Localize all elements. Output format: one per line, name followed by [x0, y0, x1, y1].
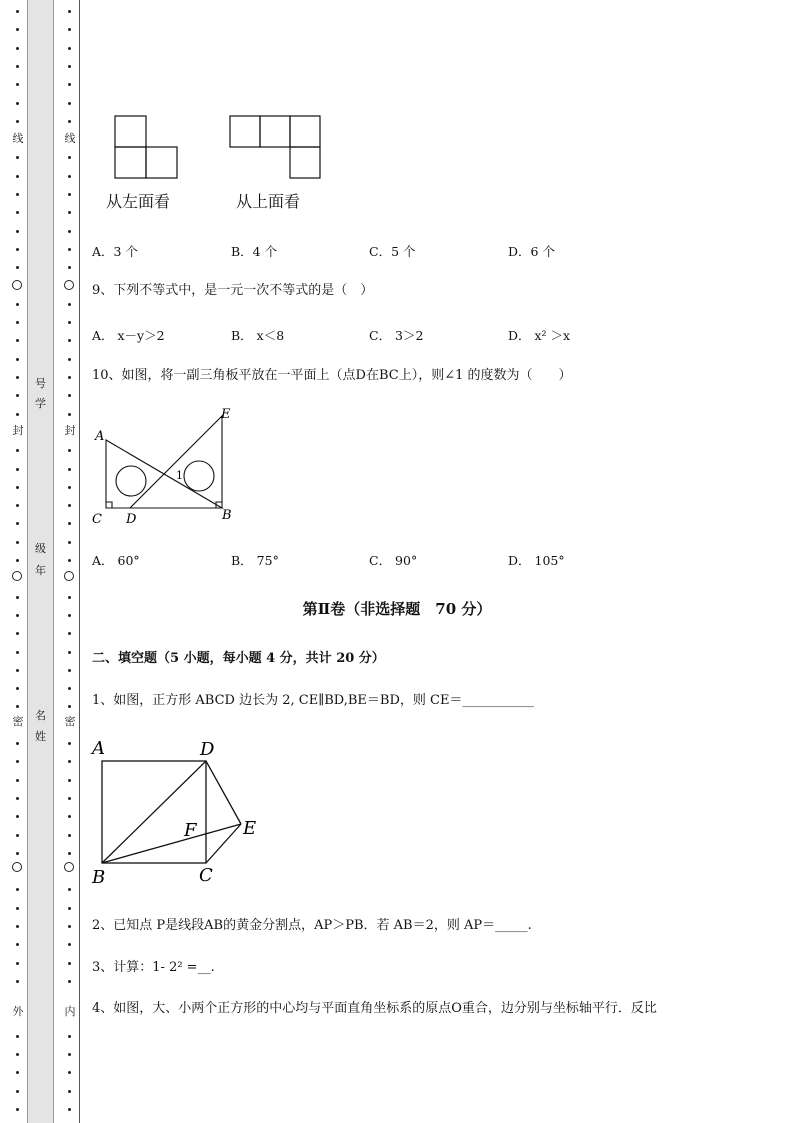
seal-dot: [16, 230, 19, 233]
q10-label-d: D: [126, 512, 137, 527]
seal-circle: [12, 571, 22, 581]
seal-dot: [16, 376, 19, 379]
seal-dot: [16, 1071, 19, 1074]
fill1-label-b: B: [92, 867, 106, 888]
seal-dot: [16, 705, 19, 708]
seal-dot: [68, 687, 71, 690]
student-id-label: 号: [35, 377, 46, 390]
seal-dot: [16, 486, 19, 489]
seal-dot: [16, 358, 19, 361]
q9-option-c[interactable]: C． 3＞2: [369, 328, 424, 343]
seal-dot: [68, 651, 71, 654]
seal-dot: [68, 193, 71, 196]
seal-dot: [68, 907, 71, 910]
seal-dot: [16, 651, 19, 654]
seal-dot: [68, 852, 71, 855]
seal-dot: [16, 852, 19, 855]
q10-stem: 10、如图，将一副三角板平放在一平面上（点D在BC上），则∠1 的度数为（ ）: [92, 368, 572, 383]
seal-dot: [68, 943, 71, 946]
seal-dot: [68, 230, 71, 233]
q9-option-d[interactable]: D． x² ＞x: [508, 328, 571, 343]
seal-dot: [68, 486, 71, 489]
seal-dot: [68, 339, 71, 342]
fill1-label-e: E: [243, 818, 257, 839]
q10-angle-label: 1: [176, 469, 183, 482]
seal-circle: [12, 280, 22, 290]
seal-dot: [68, 705, 71, 708]
seal-dot: [68, 413, 71, 416]
q10-label-b: B: [222, 508, 232, 523]
set-squares-figure: [88, 402, 248, 532]
student-info-strip: [27, 0, 54, 1123]
seal-dot: [16, 669, 19, 672]
seal-dot: [16, 541, 19, 544]
q8-option-a[interactable]: A．3 个: [92, 244, 138, 259]
seal-dot: [68, 47, 71, 50]
seal-dot: [16, 47, 19, 50]
seal-dot: [68, 1035, 71, 1038]
seal-dot: [16, 449, 19, 452]
seal-dot: [16, 1108, 19, 1111]
fill1-label-a: A: [92, 738, 105, 759]
seal-dot: [16, 980, 19, 983]
margin-divider: [79, 0, 80, 1123]
seal-mark: 封: [62, 425, 78, 437]
seal-dot: [68, 10, 71, 13]
seal-dot: [68, 1071, 71, 1074]
student-id-label: 学: [35, 397, 46, 410]
seal-dot: [68, 541, 71, 544]
fill2-stem: 2、已知点 P是线段AB的黄金分割点，AP＞PB．若 AB＝2，则 AP＝_____.: [92, 918, 532, 933]
fill1-label-f: F: [184, 820, 197, 841]
seal-dot: [68, 962, 71, 965]
seal-mark: 内: [62, 1006, 78, 1018]
q8-option-c[interactable]: C．5 个: [369, 244, 416, 259]
seal-dot: [16, 834, 19, 837]
seal-dot: [16, 339, 19, 342]
seal-dot: [16, 943, 19, 946]
seal-dot: [16, 65, 19, 68]
grade-label: 年: [35, 564, 46, 577]
seal-dot: [16, 120, 19, 123]
q10-option-a[interactable]: A． 60°: [92, 553, 140, 568]
square-abcd-figure: [88, 735, 268, 890]
seal-circle: [64, 571, 74, 581]
seal-dot: [16, 779, 19, 782]
seal-dot: [16, 303, 19, 306]
seal-mark: 线: [10, 133, 26, 145]
q10-option-d[interactable]: D． 105°: [508, 553, 565, 568]
seal-dot: [16, 925, 19, 928]
seal-mark: 密: [10, 716, 26, 728]
seal-dot: [16, 83, 19, 86]
seal-dot: [68, 504, 71, 507]
name-label: 姓: [35, 730, 46, 743]
seal-dot: [16, 266, 19, 269]
seal-mark: 封: [10, 425, 26, 437]
q9-option-b[interactable]: B． x＜8: [231, 328, 285, 343]
seal-dot: [68, 632, 71, 635]
left-view-figure: [113, 114, 179, 180]
seal-dot: [16, 193, 19, 196]
q10-label-c: C: [92, 512, 102, 527]
seal-circle: [64, 280, 74, 290]
seal-dot: [16, 156, 19, 159]
fill1-label-c: C: [199, 865, 213, 886]
seal-dot: [68, 266, 71, 269]
seal-dot: [68, 175, 71, 178]
seal-dot: [68, 760, 71, 763]
seal-dot: [68, 449, 71, 452]
q8-option-d[interactable]: D．6 个: [508, 244, 555, 259]
grade-label: 级: [35, 542, 46, 555]
seal-dot: [16, 687, 19, 690]
seal-dot: [68, 102, 71, 105]
seal-dot: [68, 1053, 71, 1056]
seal-dot: [16, 559, 19, 562]
q8-option-b[interactable]: B．4 个: [231, 244, 278, 259]
seal-dot: [16, 522, 19, 525]
seal-dot: [68, 468, 71, 471]
seal-dot: [16, 797, 19, 800]
q10-label-a: A: [95, 429, 105, 444]
seal-dot: [16, 742, 19, 745]
seal-dot: [68, 83, 71, 86]
seal-mark: 线: [62, 133, 78, 145]
seal-mark: 外: [10, 1006, 26, 1018]
seal-mark: 密: [62, 716, 78, 728]
seal-dot: [16, 175, 19, 178]
fill-in-section-heading: 二、填空题（5 小题，每小题 4 分，共计 20 分）: [92, 651, 385, 666]
seal-dot: [68, 779, 71, 782]
part2-title: 第Ⅱ卷（非选择题 70 分）: [302, 600, 492, 618]
seal-dot: [68, 120, 71, 123]
seal-dot: [68, 28, 71, 31]
seal-dot: [68, 559, 71, 562]
seal-circle: [12, 862, 22, 872]
seal-dot: [68, 1108, 71, 1111]
seal-dot: [16, 468, 19, 471]
left-view-caption: 从左面看: [106, 192, 171, 211]
outer-seal-line: [13, 0, 23, 1123]
seal-circle: [64, 862, 74, 872]
seal-dot: [68, 522, 71, 525]
seal-dot: [16, 102, 19, 105]
q9-stem: 9、下列不等式中，是一元一次不等式的是（ ）: [92, 283, 374, 298]
q10-option-c[interactable]: C． 90°: [369, 553, 418, 568]
seal-dot: [68, 376, 71, 379]
seal-dot: [68, 815, 71, 818]
seal-dot: [16, 413, 19, 416]
seal-dot: [16, 321, 19, 324]
fill1-label-d: D: [200, 739, 215, 760]
seal-dot: [16, 28, 19, 31]
seal-dot: [68, 797, 71, 800]
seal-dot: [68, 742, 71, 745]
seal-dot: [68, 834, 71, 837]
inner-seal-line: [65, 0, 75, 1123]
q10-label-e: E: [221, 407, 231, 422]
seal-dot: [68, 669, 71, 672]
seal-dot: [68, 888, 71, 891]
seal-dot: [68, 211, 71, 214]
seal-dot: [16, 10, 19, 13]
seal-dot: [16, 394, 19, 397]
seal-dot: [16, 632, 19, 635]
fill3-stem: 3、计算：1- 2² =__.: [92, 960, 215, 975]
seal-dot: [16, 815, 19, 818]
seal-dot: [16, 760, 19, 763]
seal-dot: [16, 1053, 19, 1056]
seal-dot: [68, 321, 71, 324]
seal-dot: [16, 962, 19, 965]
seal-dot: [16, 907, 19, 910]
q10-option-b[interactable]: B． 75°: [231, 553, 279, 568]
seal-dot: [68, 925, 71, 928]
seal-dot: [68, 1090, 71, 1093]
seal-dot: [68, 65, 71, 68]
seal-dot: [16, 1035, 19, 1038]
seal-dot: [68, 248, 71, 251]
seal-dot: [68, 358, 71, 361]
q9-option-a[interactable]: A． x－y＞2: [92, 328, 165, 343]
top-view-figure: [228, 114, 324, 180]
seal-dot: [16, 248, 19, 251]
seal-dot: [68, 394, 71, 397]
seal-dot: [16, 1090, 19, 1093]
seal-dot: [16, 888, 19, 891]
seal-dot: [68, 156, 71, 159]
seal-dot: [68, 980, 71, 983]
name-label: 名: [35, 709, 46, 722]
fill4-stem: 4、如图，大、小两个正方形的中心均与平面直角坐标系的原点O重合，边分别与坐标轴平行．反比: [92, 1001, 657, 1016]
fill1-stem: 1、如图，正方形 ABCD 边长为 2, CE∥BD,BE＝BD，则 CE＝___________: [92, 693, 534, 708]
seal-dot: [16, 504, 19, 507]
seal-dot: [16, 211, 19, 214]
top-view-caption: 从上面看: [236, 192, 301, 211]
seal-dot: [68, 303, 71, 306]
